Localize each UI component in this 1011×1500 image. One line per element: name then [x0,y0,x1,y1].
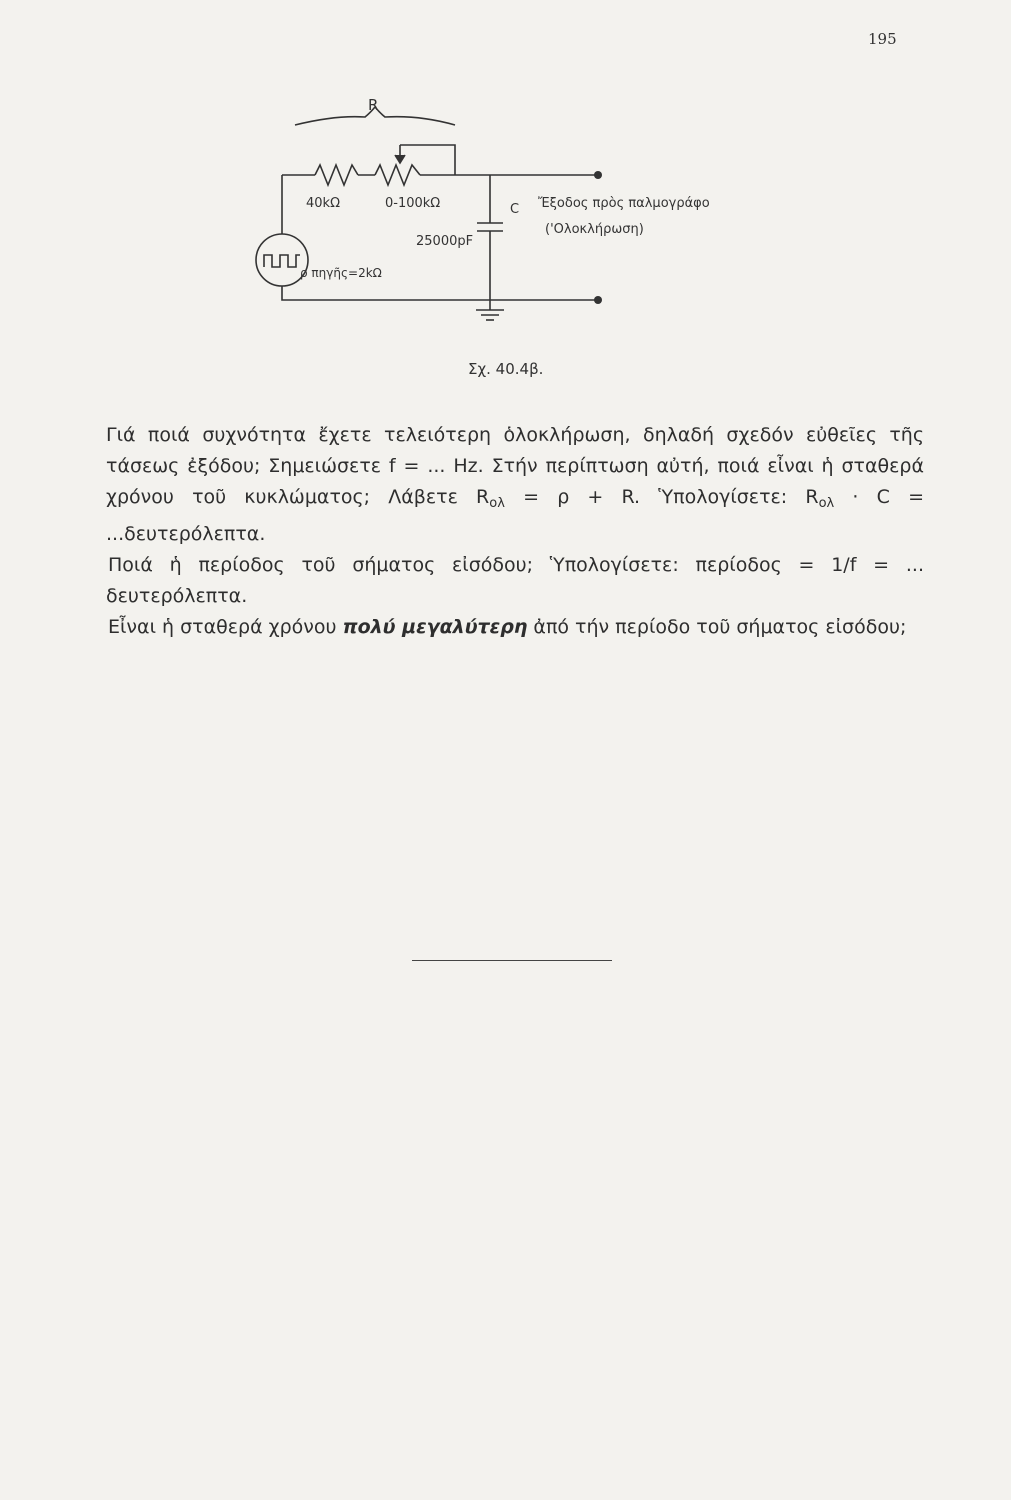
label-c: C [510,202,520,217]
emphasis: πολύ μεγαλύτερη [342,616,528,638]
label-r2: 0-100kΩ [385,196,441,211]
circuit-diagram [240,95,800,335]
label-source: ρ πηγῆς=2kΩ [300,266,382,280]
label-cap-value: 25000pF [416,234,474,249]
paragraph-3: Εἶναι ἡ σταθερά χρόνου πολύ μεγαλύτερη ἀπό τήν περίοδο τοῦ σήματος εἰσόδου; [108,616,907,638]
label-output-1: Ἔξοδος πρὸς παλμογράφο [538,196,710,211]
resistor-variable [375,165,420,185]
label-r1: 40kΩ [306,196,341,211]
paragraph-1: Γιά ποιά συχνότητα ἔχετε τελειότερη ὁλοκλήρωση, δηλαδή σχεδόν εὐθεῖες τῆς τάσεως ἐξόδου; Σημειώσετε f = ... Hz. Στήν περίπτωση αὐτή, ποιά εἶναι ἡ σταθερά χρόνου τοῦ κυκλώματος; Λάβετε $R_{o\lambda} = \rho + R$. Ὑπολογίσετε: $R_{o\lambda} \cdot C = ...\delta\varepsilon\upsilon\tau\varepsilon\rho ό\lambda\varepsilon\pi\tau\alpha$. [106,424,924,545]
output-terminal-top [594,171,602,179]
label-r: R [368,96,379,114]
resistor-40k [315,165,358,185]
figure-caption: Σχ. 40.4β. [468,360,544,378]
wiper-link [400,145,455,175]
output-terminal-bottom [594,296,602,304]
label-output-2: ('Ολοκλήρωση) [545,222,644,237]
body-text [106,420,924,643]
paragraph-2: Ποιά ἡ περίοδος τοῦ σήματος εἰσόδου; Ὑπολογίσετε: περίοδος = 1/f = ... δευτερόλεπτα. [106,554,924,607]
section-rule [412,960,612,961]
page-number: 195 [868,30,897,48]
circuit-svg [240,95,800,335]
